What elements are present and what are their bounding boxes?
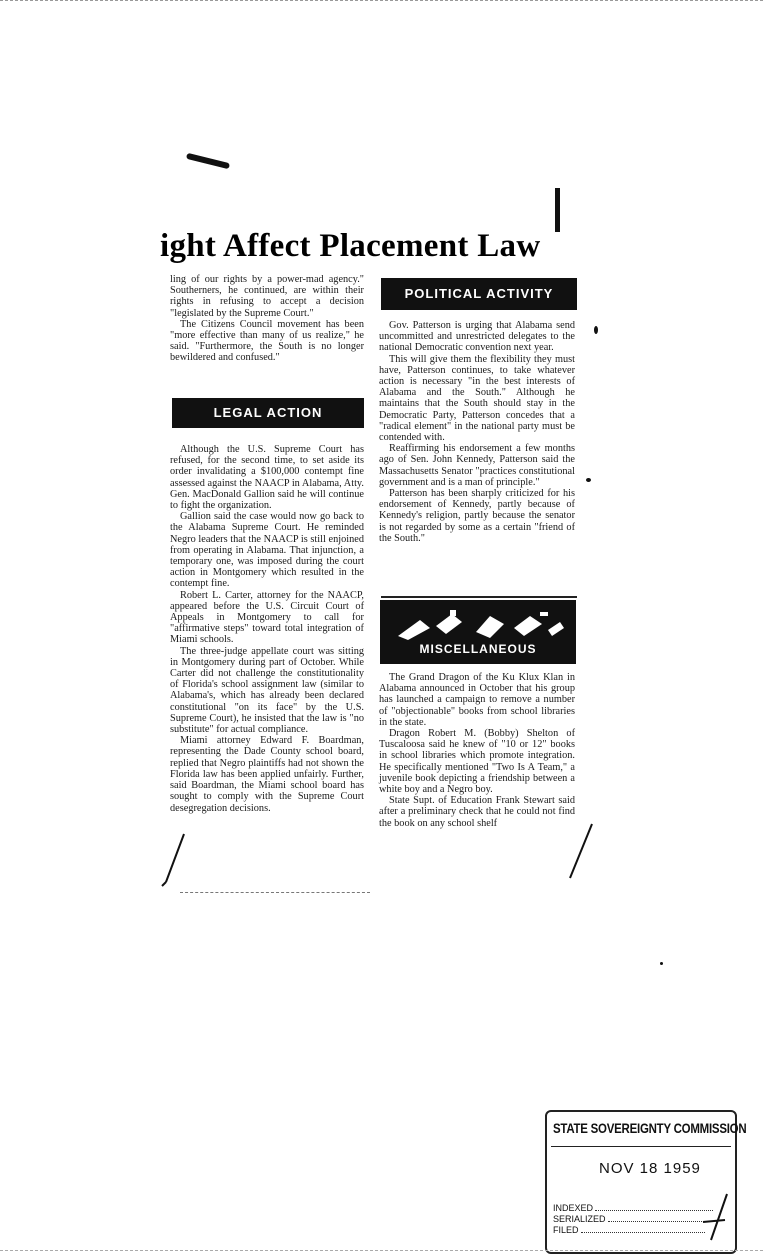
bottom-dashed-border (0, 1250, 763, 1251)
books-illustration-icon (390, 606, 566, 642)
pen-scribble-mark (566, 822, 594, 882)
paragraph: The Grand Dragon of the Ku Klux Klan in Alabama announced in October that his group has launched a campaign to remove a number of "objectionable" books from school libraries in the state. (379, 672, 575, 728)
stamp-field-indexed: INDEXED (553, 1204, 713, 1213)
headline: ight Affect Placement Law (160, 228, 541, 264)
stamp-field-serialized: SERIALIZED (553, 1215, 708, 1224)
ink-speck (660, 962, 663, 965)
stamp-title: STATE SOVEREIGNTY COMMISSION (553, 1120, 747, 1136)
clipping-bottom-edge (180, 892, 370, 893)
paragraph: The Citizens Council movement has been "more effective than many of us realize," he said. "Furthermore, the South is no longer bewildered and confused." (170, 318, 364, 364)
margin-bar-mark (555, 188, 560, 232)
ink-speck (594, 326, 598, 334)
stamp-date: NOV 18 1959 (599, 1160, 701, 1177)
pen-scribble-mark (158, 832, 188, 888)
column-1-legal (170, 444, 364, 814)
paragraph: Although the U.S. Supreme Court has refused, for the second time, to set aside its order invalidating a $100,000 contempt fine assessed against the NAACP in Alabama, Atty. Gen. MacDonald Gallion said he will continue to fight the organization. (170, 444, 364, 512)
column-2-misc (379, 672, 575, 829)
ink-speck (586, 478, 591, 482)
paragraph: State Supt. of Education Frank Stewart said after a preliminary check that he could not find the book on any school shelf (379, 795, 575, 829)
stamp-field-filed: FILED (553, 1226, 705, 1235)
banner-label: LEGAL ACTION (213, 405, 323, 420)
paragraph: Dragon Robert M. (Bobby) Shelton of Tuscaloosa said he knew of "10 or 12" books in school libraries which promote integration. He specifically mentioned "Two Is A Team," a juvenile book depicting a friendship between a white boy and a Negro boy. (379, 728, 575, 796)
paragraph: Patterson has been sharply criticized for his endorsement of Kennedy, partly because of Kennedy's religion, partly because the senator is not regarded by some as a certain "friend of the South." (379, 488, 575, 544)
paragraph: Robert L. Carter, attorney for the NAACP, appeared before the U.S. Circuit Court of Appeals in Montgomery to call for "affirmative steps" toward total integration of Miami schools. (170, 589, 364, 646)
paragraph: The three-judge appellate court was sitting in Montgomery during part of October. While Carter did not challenge the constitutionality of Florida's school assignment law (similar to Alabama's, which has already been declared constitutional "on its face" by the U.S. Supreme Court), he insisted that the law is "no substitute" for actual compliance. (170, 645, 364, 736)
banner-label: MISCELLANEOUS (419, 642, 537, 656)
banner-label: POLITICAL ACTIVITY (404, 286, 554, 301)
column-2-political (379, 320, 575, 544)
section-divider (381, 596, 577, 598)
paragraph: Gov. Patterson is urging that Alabama send uncommitted and unrestricted delegates to the national Democratic convention next year. (379, 320, 575, 354)
pen-mark (186, 153, 230, 169)
paragraph: Reaffirming his endorsement a few months ago of Sen. John Kennedy, Patterson said the Massachusetts Senator "practices constitutional government and is a man of principle." (379, 443, 575, 488)
handwritten-mark (697, 1192, 731, 1244)
paragraph: Gallion said the case would now go back to the Alabama Supreme Court. He reminded Negro leaders that the NAACP is still enjoined from operating in Alabama. That injunction, a temporary one, was imposed during the court action in Montgomery which resulted in the contempt fine. (170, 511, 364, 590)
miscellaneous-banner (380, 600, 576, 664)
paragraph: ling of our rights by a power-mad agency." Southerners, he continued, are within their rights in refusing to accept a decision "legislated by the Supreme Court." (170, 274, 364, 319)
column-1-intro (170, 274, 364, 364)
archive-stamp (545, 1110, 747, 1254)
top-dashed-border (0, 0, 763, 1)
paragraph: This will give them the flexibility they must have, Patterson continues, to take whatever action is necessary "in the best interests of Alabama and the South." Although he maintains that the South should stay in the Democratic Party, Patterson concedes that a "radical element" in the national party must be contended with. (379, 353, 575, 444)
legal-action-banner (172, 398, 364, 428)
stamp-divider (551, 1146, 731, 1147)
paragraph: Miami attorney Edward F. Boardman, representing the Dade County school board, replied that Negro plaintiffs had not shown the Florida law has been applied unfairly. Further, said Boardman, the Miami school board has sought to comply with the Supreme Court desegregation decisions. (170, 735, 364, 814)
political-activity-banner (381, 278, 577, 310)
